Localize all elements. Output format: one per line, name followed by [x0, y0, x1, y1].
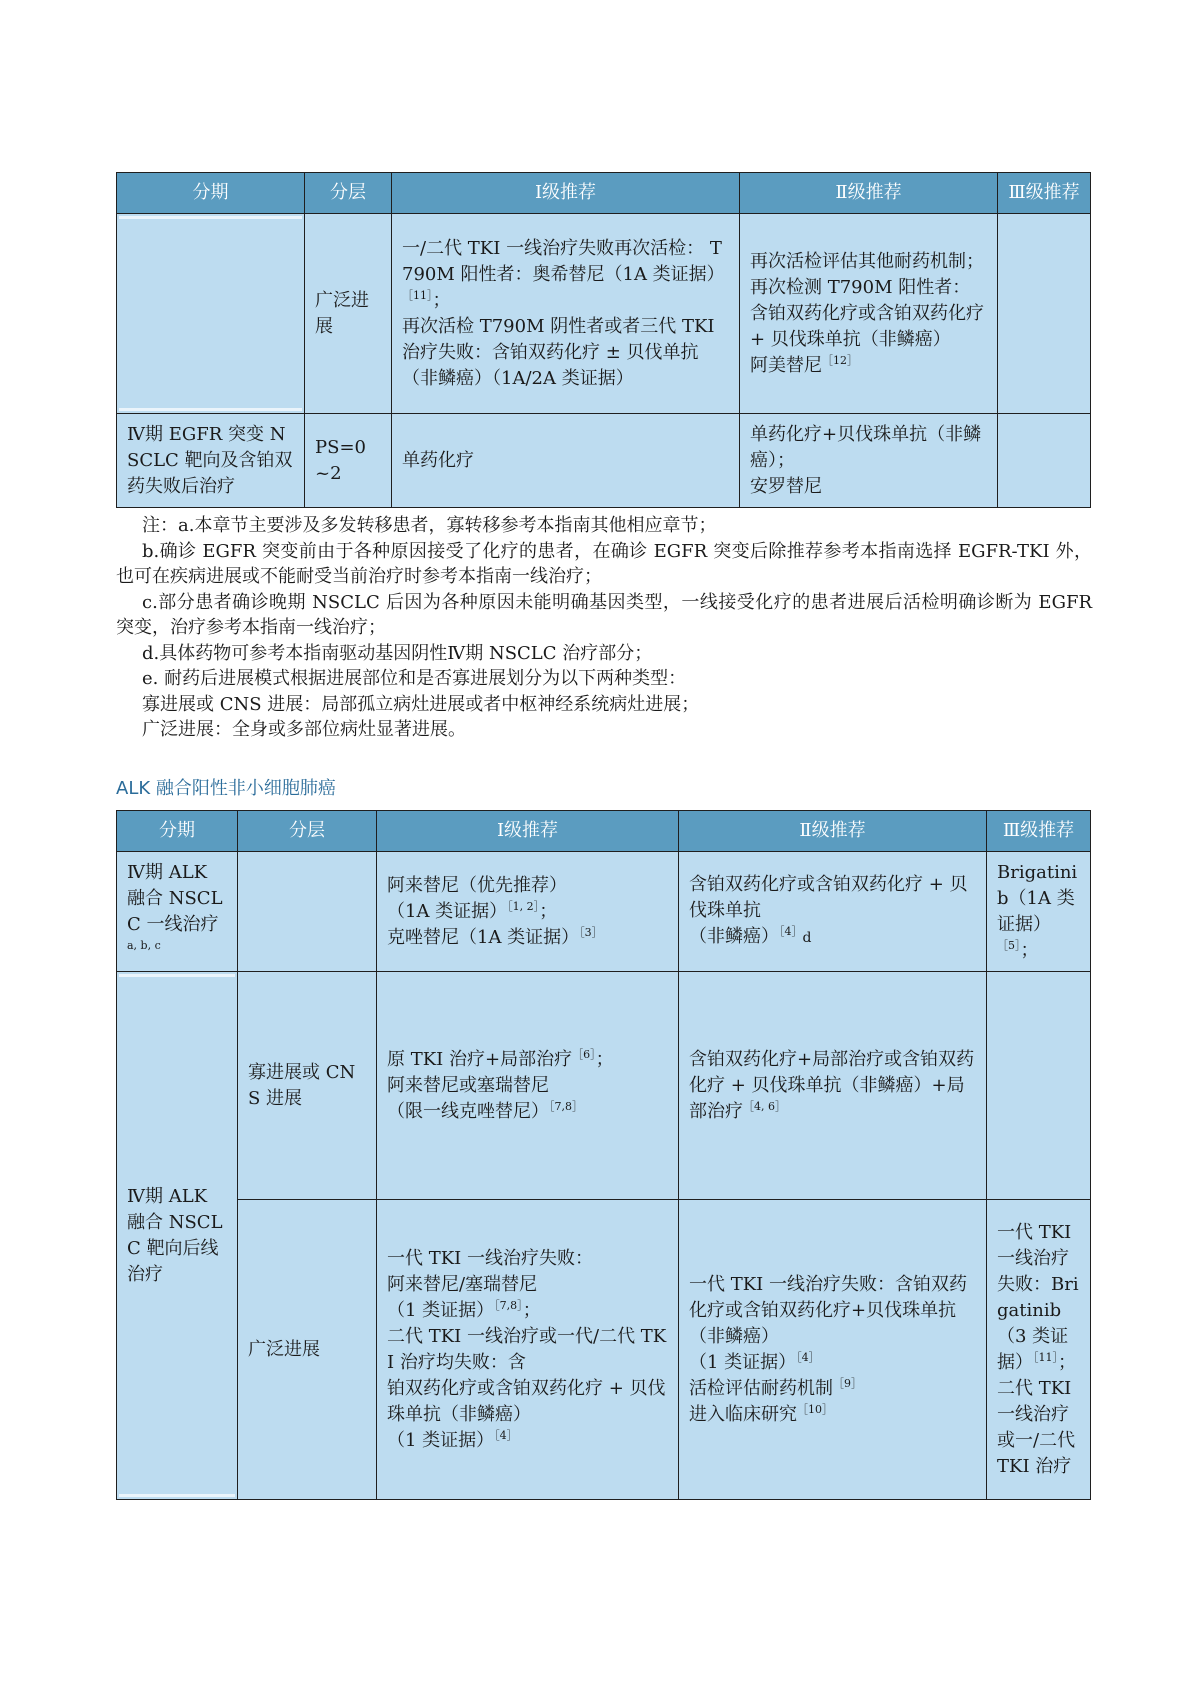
level3-cell	[998, 414, 1091, 508]
citation: ［9］	[833, 1376, 862, 1390]
level1-cell: 阿来替尼（优先推荐） （1A 类证据）$^{[1, 2]}$； 克唑替尼（1A 类证据）$^{[3]}$	[377, 852, 679, 972]
note-line: d.具体药物可参考本指南驱动基因阴性Ⅳ期 NSCLC 治疗部分；	[142, 642, 653, 664]
level1-cell: 单药化疗	[392, 414, 740, 508]
level2-cell: 含铂双药化疗+局部治疗或含铂双药化疗 + 贝伐珠单抗（非鳞癌）+局部治疗$^{[4, 6]}$	[679, 972, 987, 1200]
note-line: 寡进展或 CNS 进展：局部孤立病灶进展或者中枢神经系统病灶进展；	[142, 693, 700, 715]
level3-cell	[987, 972, 1091, 1200]
table-header-row	[117, 173, 1091, 214]
alk-treatment-table	[116, 810, 1091, 1500]
level3-cell: 一代 TKI 一线治疗失败：Brigatinib（3 类证据）$^{[11]}$； 二代 TKI 一线治疗或一/二代 TKI 治疗	[987, 1200, 1091, 1500]
level3-cell: Brigatinib（1A 类证据） $^{[5]}$；	[987, 852, 1091, 972]
stage-cell: Ⅳ期 ALK 融合 NSCLC 一线治疗$^{a, b, c}$	[117, 852, 238, 972]
header-level1: Ⅰ级推荐	[392, 173, 740, 214]
table-row	[117, 852, 1091, 972]
header-level1: Ⅰ级推荐	[377, 811, 679, 852]
header-stage: 分期	[117, 173, 305, 214]
table-row	[117, 1200, 1091, 1500]
layer-cell: 广泛进展	[238, 1200, 377, 1500]
header-stage: 分期	[117, 811, 238, 852]
citation: ［11］	[402, 288, 433, 302]
stage-cell: Ⅳ期 ALK 融合 NSCLC 靶向后线治疗	[117, 972, 238, 1500]
citation: ［6］	[572, 1047, 596, 1061]
section-heading: ALK 融合阳性非小细胞肺癌	[116, 778, 336, 799]
layer-cell	[238, 852, 377, 972]
table-row	[117, 414, 1091, 508]
stage-cell: Ⅳ期 EGFR 突变 NSCLC 靶向及含铂双药失败后治疗	[117, 414, 305, 508]
table-notes	[116, 513, 1092, 743]
level2-cell: 再次活检评估其他耐药机制； 再次检测 T790M 阳性者：含铂双药化疗或含铂双药化疗 + 贝伐珠单抗（非鳞癌） 阿美替尼$^{[12]}$	[740, 214, 998, 414]
table-row	[117, 214, 1091, 414]
level3-cell	[998, 214, 1091, 414]
level2-cell: 一代 TKI 一线治疗失败：含铂双药化疗或含铂双药化疗+贝伐珠单抗（非鳞癌） （1 类证据）$^{[4]}$ 活检评估耐药机制$^{[9]}$ 进入临床研究$^{[10]}$	[679, 1200, 987, 1500]
level1-cell: 原 TKI 治疗+局部治疗$^{[6]}$； 阿来替尼或塞瑞替尼 （限一线克唑替尼）$^{[7,8]}$	[377, 972, 679, 1200]
note-line: b.确诊 EGFR 突变前由于各种原因接受了化疗的患者，在确诊 EGFR 突变后除推荐参考本指南选择 EGFR-TKI 外，也可在疾病进展或不能耐受当前治疗时参考本指南一线治疗；	[116, 540, 1092, 587]
table-row	[117, 972, 1091, 1200]
layer-cell: PS=0~2	[305, 414, 392, 508]
citation: ［10］	[797, 1402, 833, 1416]
header-level3: Ⅲ级推荐	[987, 811, 1091, 852]
layer-cell: 广泛进展	[305, 214, 392, 414]
header-layer: 分层	[305, 173, 392, 214]
citation: ［4］	[779, 925, 803, 938]
header-level2: Ⅱ级推荐	[740, 173, 998, 214]
header-layer: 分层	[238, 811, 377, 852]
header-level3: Ⅲ级推荐	[998, 173, 1091, 214]
level2-cell: 含铂双药化疗或含铂双药化疗 + 贝伐珠单抗 （非鳞癌）$^{[4]}$d	[679, 852, 987, 972]
citation: ［11］	[1033, 1350, 1058, 1364]
stage-cell	[117, 214, 305, 414]
citation: ［3］	[579, 925, 603, 939]
note-line: e. 耐药后进展模式根据进展部位和是否寡进展划分为以下两种类型：	[142, 668, 687, 689]
header-level2: Ⅱ级推荐	[679, 811, 987, 852]
note-line: 广泛进展：全身或多部位病灶显著进展。	[142, 719, 466, 740]
citation: ［4］	[796, 1350, 820, 1364]
citation: ［1, 2］	[507, 899, 540, 913]
level1-cell: 一代 TKI 一线治疗失败： 阿来替尼/塞瑞替尼 （1 类证据）$^{[7,8]}$； 二代 TKI 一线治疗或一代/二代 TKI 治疗均失败：含 铂双药化疗或含铂双药化疗 + 贝伐珠单抗（非鳞癌） （1 类证据）$^{[4]}$	[377, 1200, 679, 1500]
level2-cell: 单药化疗+贝伐珠单抗（非鳞癌）； 安罗替尼	[740, 414, 998, 508]
level1-cell: 一/二代 TKI 一线治疗失败再次活检： T790M 阳性者：奥希替尼（1A 类证据）$^{[11]}$； 再次活检 T790M 阴性者或者三代 TKI 治疗失败：含铂双药化疗 ± 贝伐单抗（非鳞癌）（1A/2A 类证据）	[392, 214, 740, 414]
citation: ［5］	[997, 938, 1021, 952]
citation: ［7,8］	[549, 1099, 583, 1113]
note-line: 注：a.本章节主要涉及多发转移患者，寡转移参考本指南其他相应章节；	[142, 515, 717, 536]
citation: ［7,8］	[494, 1298, 523, 1312]
citation: ［12］	[822, 353, 858, 367]
note-line: c.部分患者确诊晚期 NSCLC 后因为各种原因未能明确基因类型，一线接受化疗的患者进展后活检明确诊断为 EGFR 突变，治疗参考本指南一线治疗；	[116, 591, 1092, 638]
table-header-row	[117, 811, 1091, 852]
citation: ［4, 6］	[743, 1099, 786, 1113]
layer-cell: 寡进展或 CNS 进展	[238, 972, 377, 1200]
egfr-treatment-table	[116, 172, 1091, 508]
citation: ［4］	[494, 1428, 518, 1442]
